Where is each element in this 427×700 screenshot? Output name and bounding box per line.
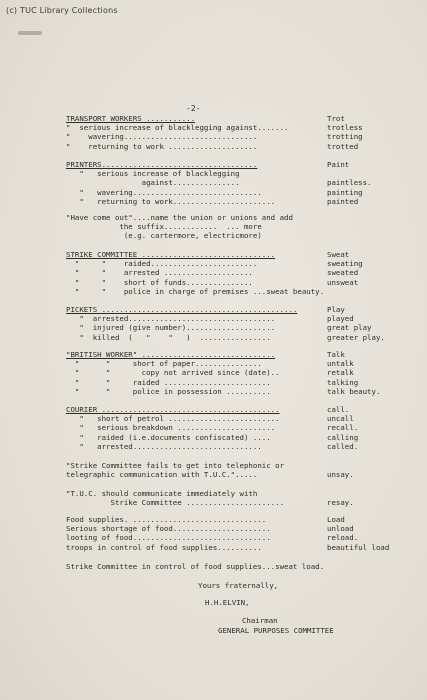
code-word: painting [327, 187, 363, 197]
line-text: " " police in charge of premises ...sweat beauty. [66, 286, 325, 296]
line-text: Serious shortage of food...................... [66, 524, 271, 534]
section-heading: STRIKE COMMITTEE .............................. [66, 250, 276, 259]
line-text: telegraphic communication with T.U.C."..... [66, 470, 258, 480]
line-text: " " arrested .................... [66, 268, 253, 278]
committee-name: GENERAL PURPOSES COMMITTEE [218, 626, 334, 635]
code-word: talk beauty. [327, 386, 381, 396]
code-word: sweated [327, 268, 359, 278]
code-word: Sweat [327, 250, 350, 259]
line-text: looting of food............................... [66, 533, 271, 543]
code-word: recall. [327, 423, 359, 433]
line-text: Food supplies. .............................. [66, 515, 267, 524]
code-word: Talk [327, 350, 345, 359]
line-text: " wavering.............................. [66, 132, 258, 142]
line-text: "T.U.C. should communicate immediately with [66, 489, 258, 498]
line-text: "Have come out"....name the union or unions and add [66, 213, 293, 222]
code-word: uncall [327, 414, 354, 424]
code-word: beautiful load [327, 542, 390, 552]
line-text: the suffix............ ... more [66, 222, 262, 232]
line-text: Strike Committee ...................... [66, 498, 285, 508]
line-text: " " copy not arrived since (date).. [66, 368, 280, 378]
section-heading: PRINTERS................................... [66, 160, 258, 169]
code-word: called. [327, 441, 359, 451]
line-text: " returning to work .................... [66, 141, 258, 151]
line-text: " serious increase of blacklegging against....... [66, 123, 289, 133]
code-word: call. [327, 405, 350, 414]
line-text: " arrested................................. [66, 314, 276, 324]
line-text: against............... [66, 178, 240, 188]
code-word: resay. [327, 498, 354, 508]
code-word: retalk [327, 368, 354, 378]
section-heading: PICKETS ............................................ [66, 305, 298, 314]
code-word: played [327, 314, 354, 324]
code-word: unsay. [327, 470, 354, 480]
code-word: calling [327, 432, 359, 442]
code-word: trotting [327, 132, 363, 142]
code-word: Load [327, 515, 345, 524]
line-text: " serious breakdown ...................... [66, 423, 276, 433]
line-text: " " raided........................ [66, 259, 258, 269]
line-text: " " raided ........................ [66, 377, 271, 387]
line-text: " short of petrol ......................... [66, 414, 280, 424]
code-word: unload [327, 524, 354, 534]
code-word: untalk [327, 359, 354, 369]
line-text: " " short of funds............... [66, 277, 253, 287]
code-word: greater play. [327, 332, 385, 342]
code-word: talking [327, 377, 359, 387]
line-text: " killed ( " " ) ................ [66, 332, 271, 342]
code-word: reload. [327, 533, 359, 543]
line-text: troops in control of food supplies.......... [66, 542, 262, 552]
code-word: trotless [327, 123, 363, 133]
section-heading: TRANSPORT WORKERS ........... [66, 114, 196, 123]
line-text: " " short of paper............... [66, 359, 262, 369]
line-text: " " police in possession .......... [66, 386, 271, 396]
line-text: " wavering............................. [66, 187, 262, 197]
line-text: " raided (i.e.documents confiscated) .... [66, 432, 271, 442]
code-word: painted [327, 196, 359, 206]
line-text: " serious increase of blacklegging [66, 169, 240, 179]
line-text: (e.g. cartermore, electricmore) [66, 231, 262, 241]
watermark: (c) TUC Library Collections [6, 6, 118, 15]
line-text: " arrested............................. [66, 441, 262, 451]
line-text: "Strike Committee fails to get into telephonic or [66, 461, 285, 470]
page-number: -2- [186, 104, 201, 113]
code-word: sweating [327, 259, 363, 269]
signatory-name: H.H.ELVIN, [205, 598, 250, 607]
code-word: Play [327, 305, 345, 314]
code-word: paintless. [327, 178, 372, 188]
code-word: unsweat [327, 277, 359, 287]
code-word: trotted [327, 141, 359, 151]
ink-smudge [18, 31, 42, 35]
line-text: " returning to work....................... [66, 196, 276, 206]
code-word: Trot [327, 114, 345, 123]
section-heading: COURIER ........................................ [66, 405, 280, 414]
code-word: Paint [327, 160, 350, 169]
code-word: great play [327, 323, 372, 333]
signatory-role: Chairman [242, 616, 278, 625]
section-heading: "BRITISH WORKER" .............................. [66, 350, 276, 359]
line-text: " injured (give number).................... [66, 323, 276, 333]
line-text: Strike Committee in control of food supplies...sweat load. [66, 562, 325, 571]
salutation: Yours fraternally, [198, 581, 279, 590]
